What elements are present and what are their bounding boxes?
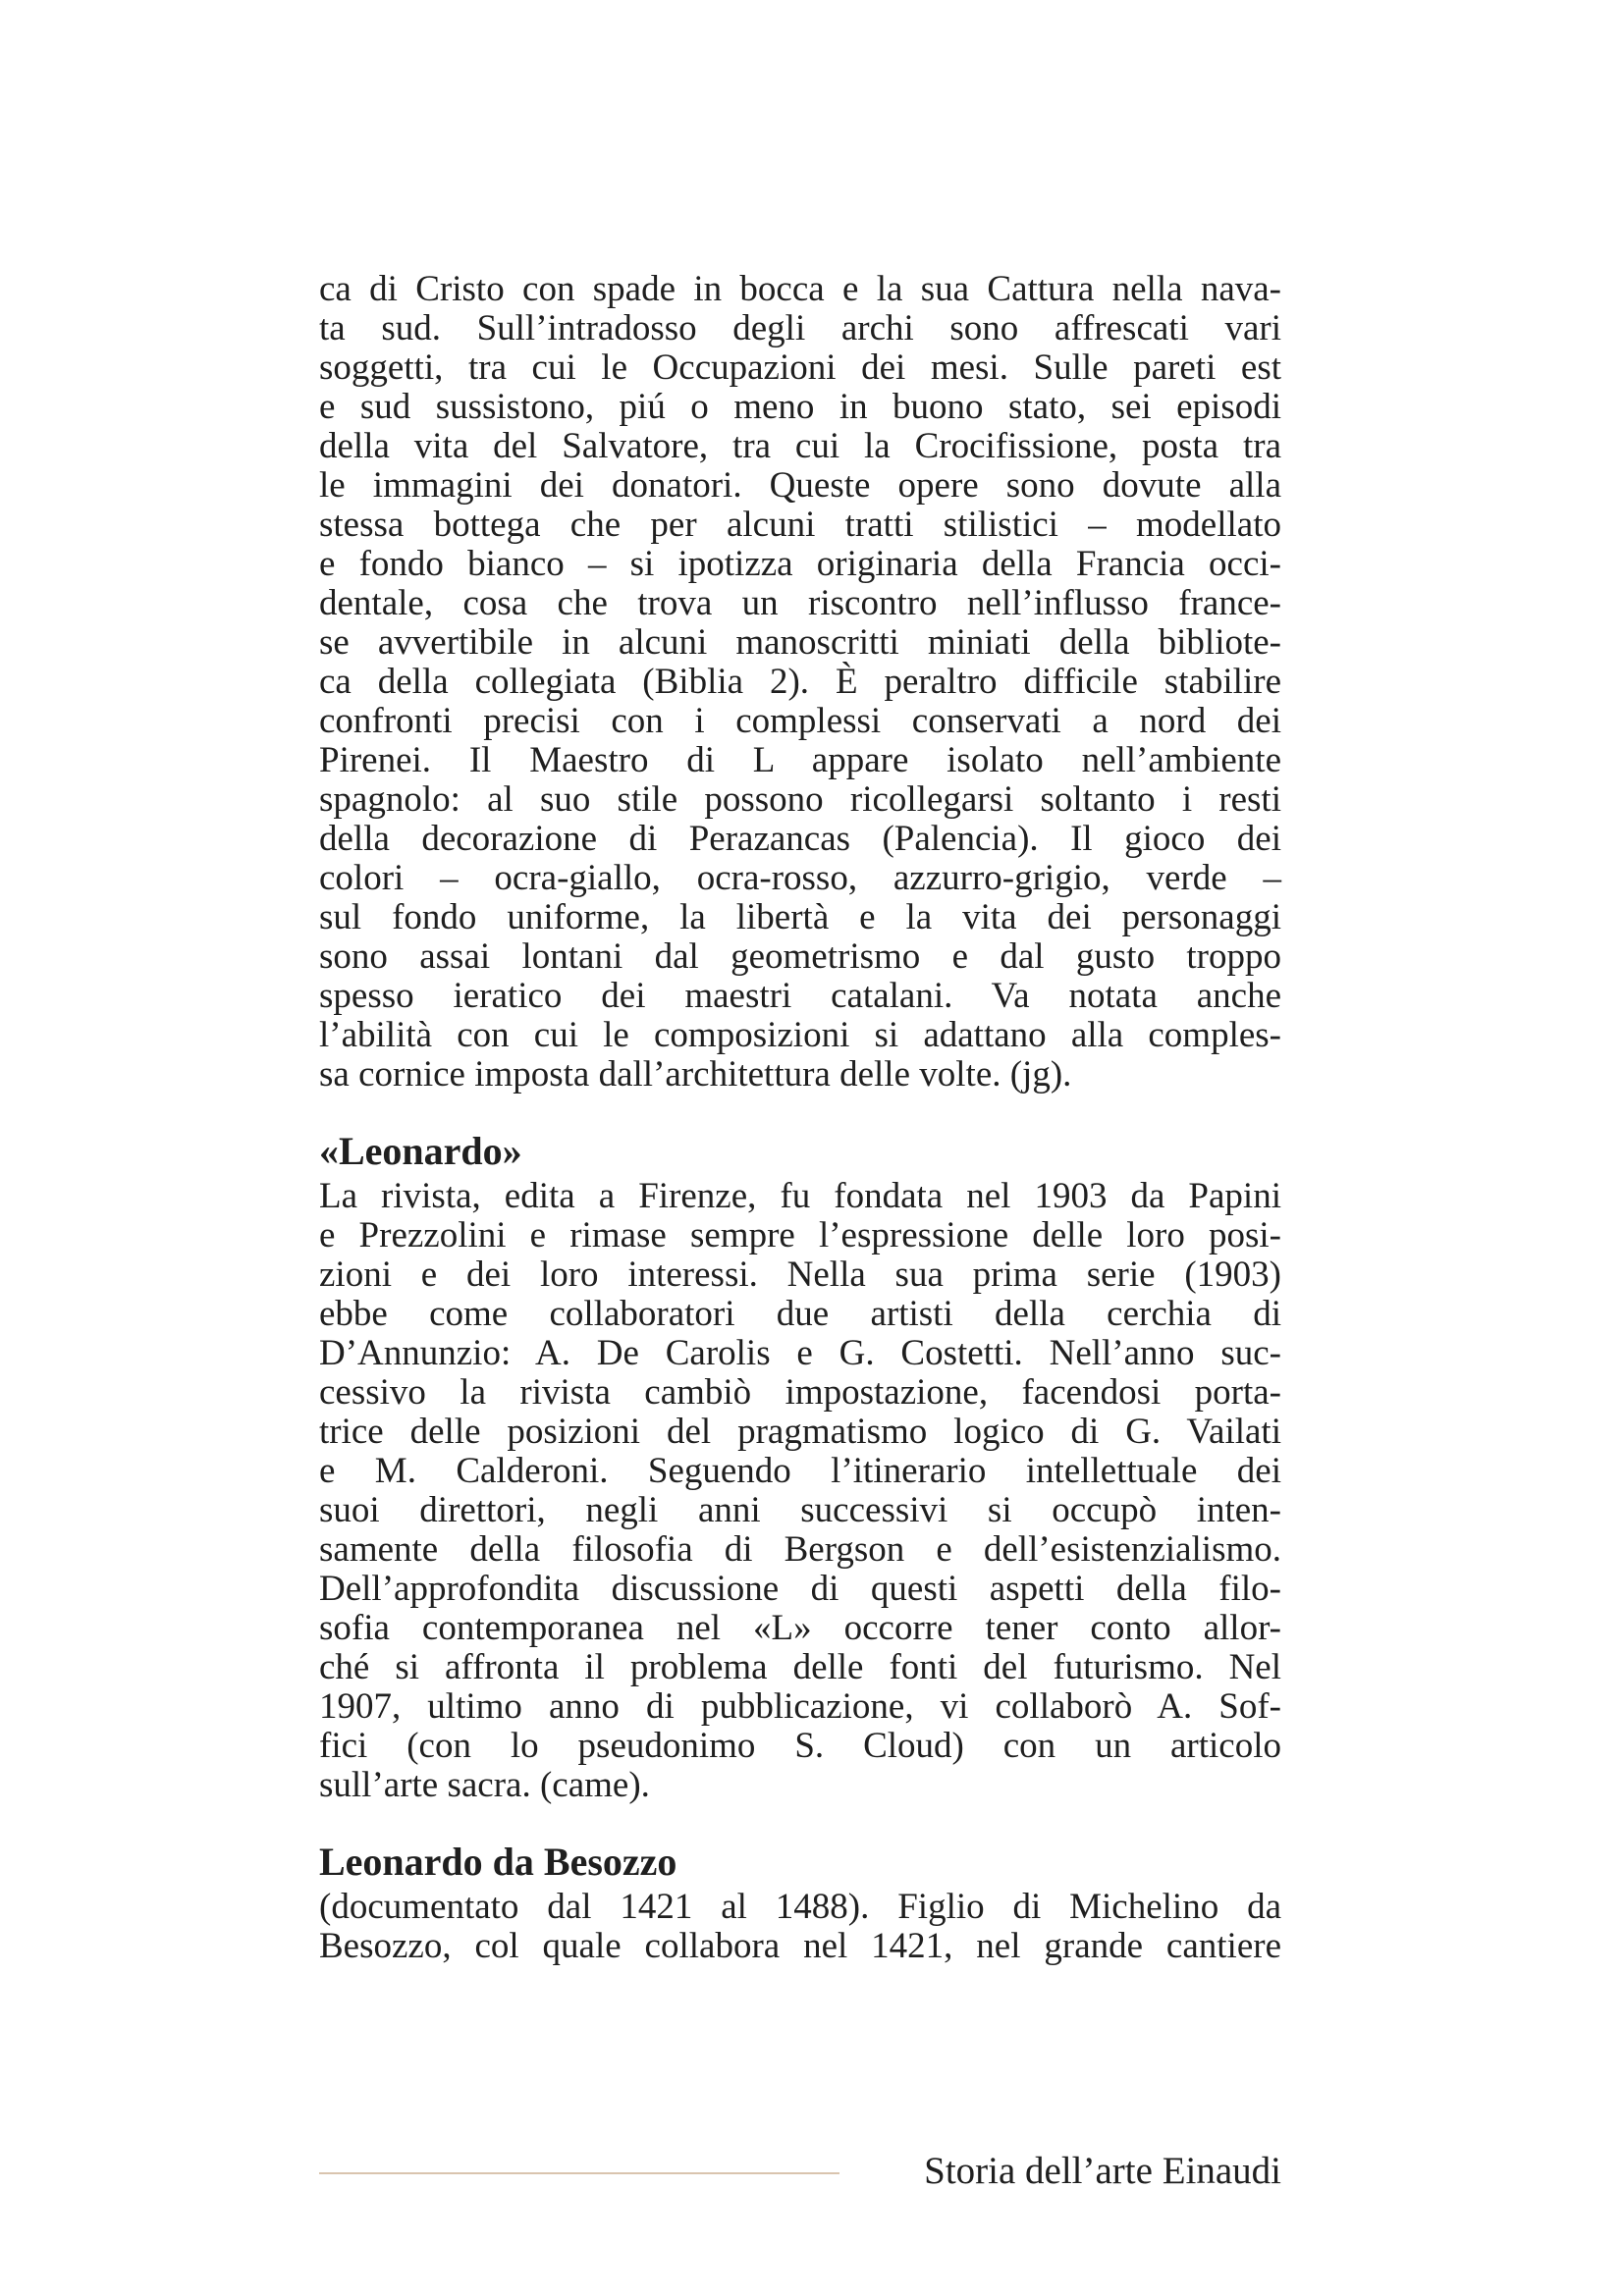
body-line: ebbe come collaboratori due artisti della cerchia di: [319, 1294, 1281, 1334]
entry-body-leonardo-da-besozzo: [319, 1888, 1281, 1966]
body-line: della vita del Salvatore, tra cui la Crocifissione, posta tra: [319, 426, 1281, 466]
body-line: stessa bottega che per alcuni tratti stilistici – modellato: [319, 505, 1281, 545]
body-line: le immagini dei donatori. Queste opere sono dovute alla: [319, 465, 1281, 506]
body-line: della decorazione di Perazancas (Palencia). Il gioco dei: [319, 819, 1281, 859]
footer-rule: [319, 2172, 839, 2174]
body-line: spesso ieratico dei maestri catalani. Va notata anche: [319, 976, 1281, 1016]
body-line: sofia contemporanea nel «L» occorre tener conto allor-: [319, 1608, 1281, 1648]
entry-body-maestro-di-l: [319, 270, 1281, 1095]
body-line: confronti precisi con i complessi conservati a nord dei: [319, 701, 1281, 741]
entry-title-leonardo: «Leonardo»: [319, 1129, 522, 1173]
body-line: e M. Calderoni. Seguendo l’itinerario intellettuale dei: [319, 1451, 1281, 1491]
body-line: ca di Cristo con spade in bocca e la sua Cattura nella nava-: [319, 269, 1281, 309]
body-line: dentale, cosa che trova un riscontro nell’influsso france-: [319, 583, 1281, 623]
body-line: suoi direttori, negli anni successivi si occupò inten-: [319, 1490, 1281, 1530]
body-line: soggetti, tra cui le Occupazioni dei mesi. Sulle pareti est: [319, 347, 1281, 388]
body-line: sul fondo uniforme, la libertà e la vita dei personaggi: [319, 897, 1281, 937]
body-line: La rivista, edita a Firenze, fu fondata nel 1903 da Papini: [319, 1176, 1281, 1216]
body-line: sull’arte sacra. (came).: [319, 1765, 650, 1805]
body-line: ca della collegiata (Biblia 2). È peraltro difficile stabilire: [319, 662, 1281, 702]
text-column: [319, 270, 1281, 1966]
body-line: (documentato dal 1421 al 1488). Figlio di Michelino da: [319, 1887, 1281, 1927]
body-line: e sud sussistono, piú o meno in buono stato, sei episodi: [319, 387, 1281, 427]
page-footer: [319, 2147, 1281, 2196]
body-line: Dell’approfondita discussione di questi aspetti della filo-: [319, 1569, 1281, 1609]
body-line: se avvertibile in alcuni manoscritti miniati della bibliote-: [319, 622, 1281, 663]
footer-label: Storia dell’arte Einaudi: [924, 2150, 1281, 2192]
body-line: fici (con lo pseudonimo S. Cloud) con un articolo: [319, 1726, 1281, 1766]
body-line: Pirenei. Il Maestro di L appare isolato nell’ambiente: [319, 740, 1281, 780]
body-line: e Prezzolini e rimase sempre l’espressione delle loro posi-: [319, 1215, 1281, 1255]
body-line: 1907, ultimo anno di pubblicazione, vi collaborò A. Sof-: [319, 1686, 1281, 1727]
body-line: l’abilità con cui le composizioni si adattano alla comples-: [319, 1015, 1281, 1055]
entry-body-leonardo: [319, 1177, 1281, 1805]
body-line: trice delle posizioni del pragmatismo logico di G. Vailati: [319, 1412, 1281, 1452]
body-line: cessivo la rivista cambiò impostazione, facendosi porta-: [319, 1372, 1281, 1413]
body-line: sa cornice imposta dall’architettura delle volte. (jg).: [319, 1054, 1072, 1095]
body-line: e fondo bianco – si ipotizza originaria della Francia occi-: [319, 544, 1281, 584]
body-line: D’Annunzio: A. De Carolis e G. Costetti. Nell’anno suc-: [319, 1333, 1281, 1373]
body-line: ché si affronta il problema delle fonti del futurismo. Nel: [319, 1647, 1281, 1687]
body-line: Besozzo, col quale collabora nel 1421, nel grande cantiere: [319, 1926, 1281, 1966]
entry-title-leonardo-da-besozzo: Leonardo da Besozzo: [319, 1840, 677, 1884]
body-line: colori – ocra-giallo, ocra-rosso, azzurro-grigio, verde –: [319, 858, 1281, 898]
body-line: sono assai lontani dal geometrismo e dal gusto troppo: [319, 936, 1281, 977]
body-line: ta sud. Sull’intradosso degli archi sono affrescati vari: [319, 308, 1281, 348]
body-line: spagnolo: al suo stile possono ricollegarsi soltanto i resti: [319, 779, 1281, 820]
body-line: zioni e dei loro interessi. Nella sua prima serie (1903): [319, 1255, 1281, 1295]
body-line: samente della filosofia di Bergson e dell’esistenzialismo.: [319, 1529, 1281, 1570]
